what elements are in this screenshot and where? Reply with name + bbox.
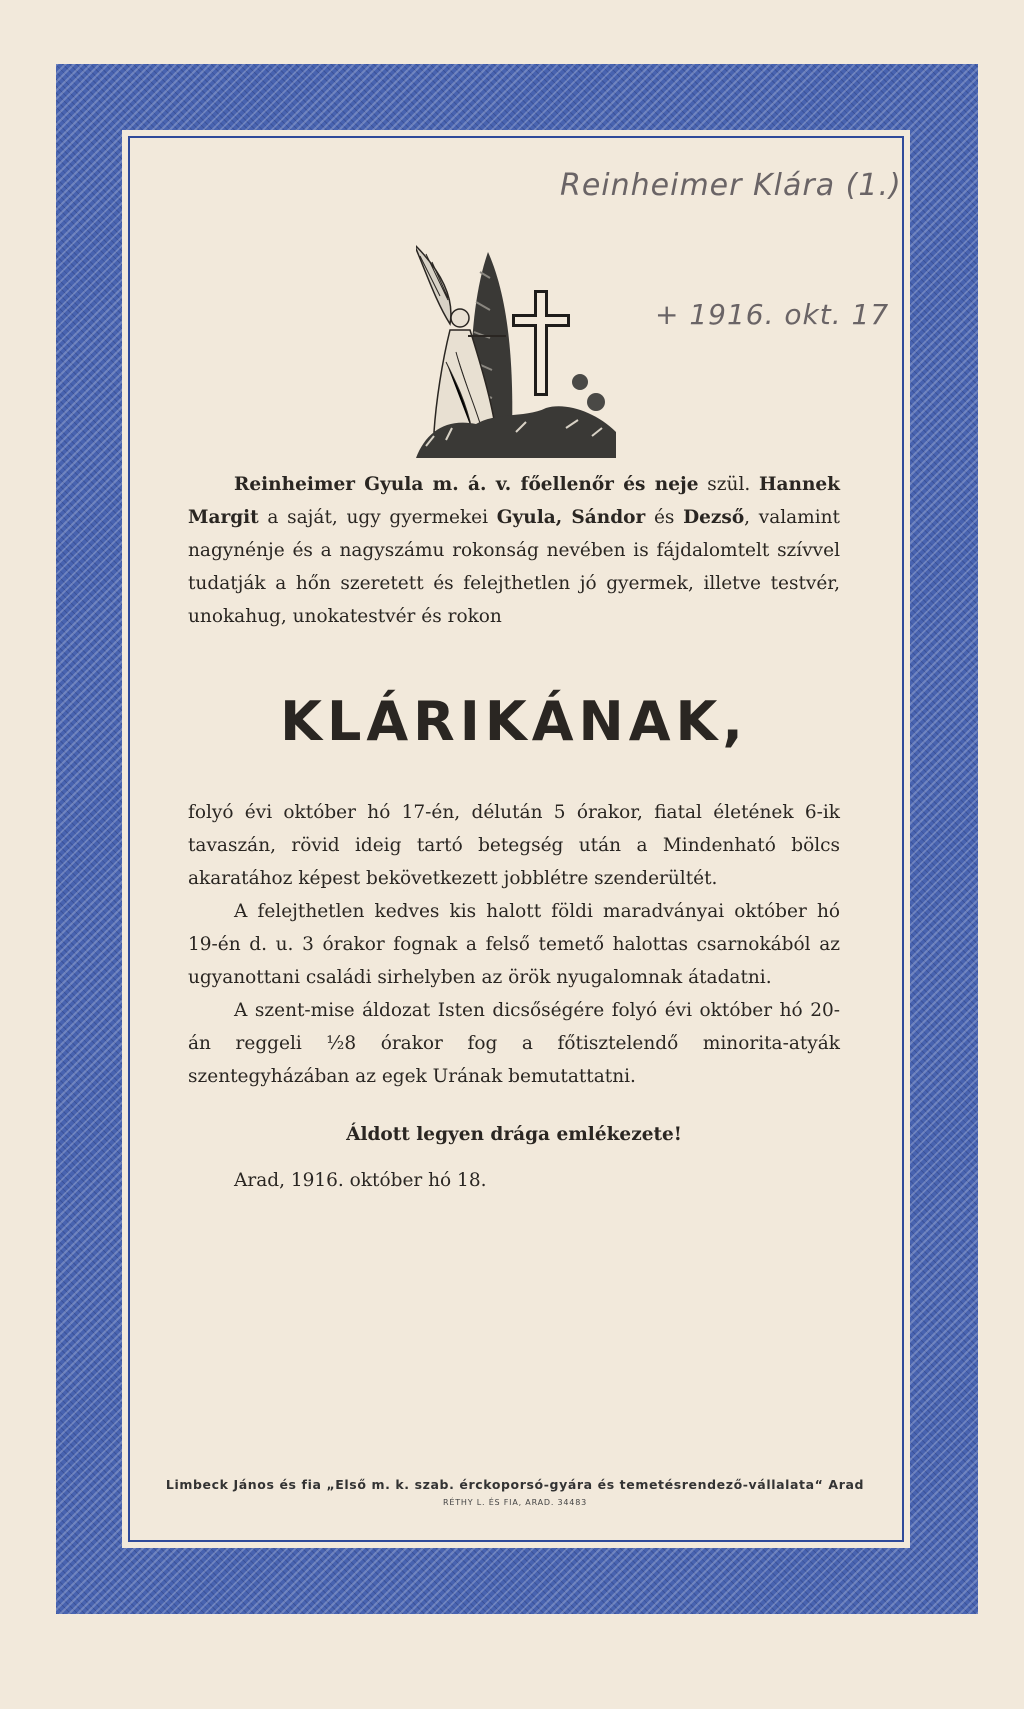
intro-text-4: , valamint nagynénje és a nagyszámu rokonság nevében is fájdalomtelt szívvel tudatják a hőn szeretett és felejthetlen jó gyermek, illetve testvér, unokahug, unokatestvér és rokon bbox=[188, 507, 840, 627]
intro-text-3: és bbox=[645, 507, 684, 528]
handwritten-date-note: + 1916. okt. 17 bbox=[655, 298, 890, 331]
children-names: Gyula, Sándor bbox=[496, 507, 646, 528]
child-name-dezso: Dezső bbox=[683, 507, 745, 528]
intro-text-1: szül. bbox=[698, 474, 760, 495]
intro-text-2: a saját, ugy gyermekei bbox=[258, 507, 497, 528]
paragraph-death-notice: folyó évi október hó 17-én, délután 5 órakor, fiatal életének 6-ik tavaszán, rövid ideig tartó betegség után a Mindenható bölcs akaratához képest bekövetkezett jobblétre szenderültét. bbox=[188, 802, 840, 889]
body-paragraphs bbox=[188, 796, 840, 1093]
undertaker-footer: Limbeck János és fia „Első m. k. szab. érckoporsó-gyára és temetésrendező-vállalata“ Arad bbox=[165, 1477, 865, 1492]
blessing-line: Áldott legyen drága emlékezete! bbox=[346, 1124, 682, 1145]
printer-imprint: RÉTHY L. ÉS FIA, ARAD. 34483 bbox=[443, 1498, 587, 1507]
parents-name: Reinheimer Gyula m. á. v. főellenőr és neje bbox=[234, 474, 699, 495]
paragraph-funeral: A felejthetlen kedves kis halott földi maradványai október hó 19-én d. u. 3 órakor fognak a felső temető halottas csarnokából az ugyanottani családi sirhelyben az örök nyugalomnak átadatni. bbox=[188, 901, 840, 988]
intro-paragraph bbox=[188, 468, 840, 633]
angel-cross-vignette bbox=[416, 232, 616, 458]
handwritten-name-note: Reinheimer Klára (1.) bbox=[560, 168, 902, 203]
deceased-name-headline: KLÁRIKÁNAK, bbox=[280, 690, 748, 753]
paragraph-mass: A szent-mise áldozat Isten dicsőségére folyó évi október hó 20-án reggeli ½8 órakor fog a főtisztelendő minorita-atyák szentegyházában az egek Urának bemutattatni. bbox=[188, 1000, 840, 1087]
place-date: Arad, 1916. október hó 18. bbox=[234, 1170, 487, 1191]
mother-name: Hannek Margit bbox=[188, 474, 840, 528]
